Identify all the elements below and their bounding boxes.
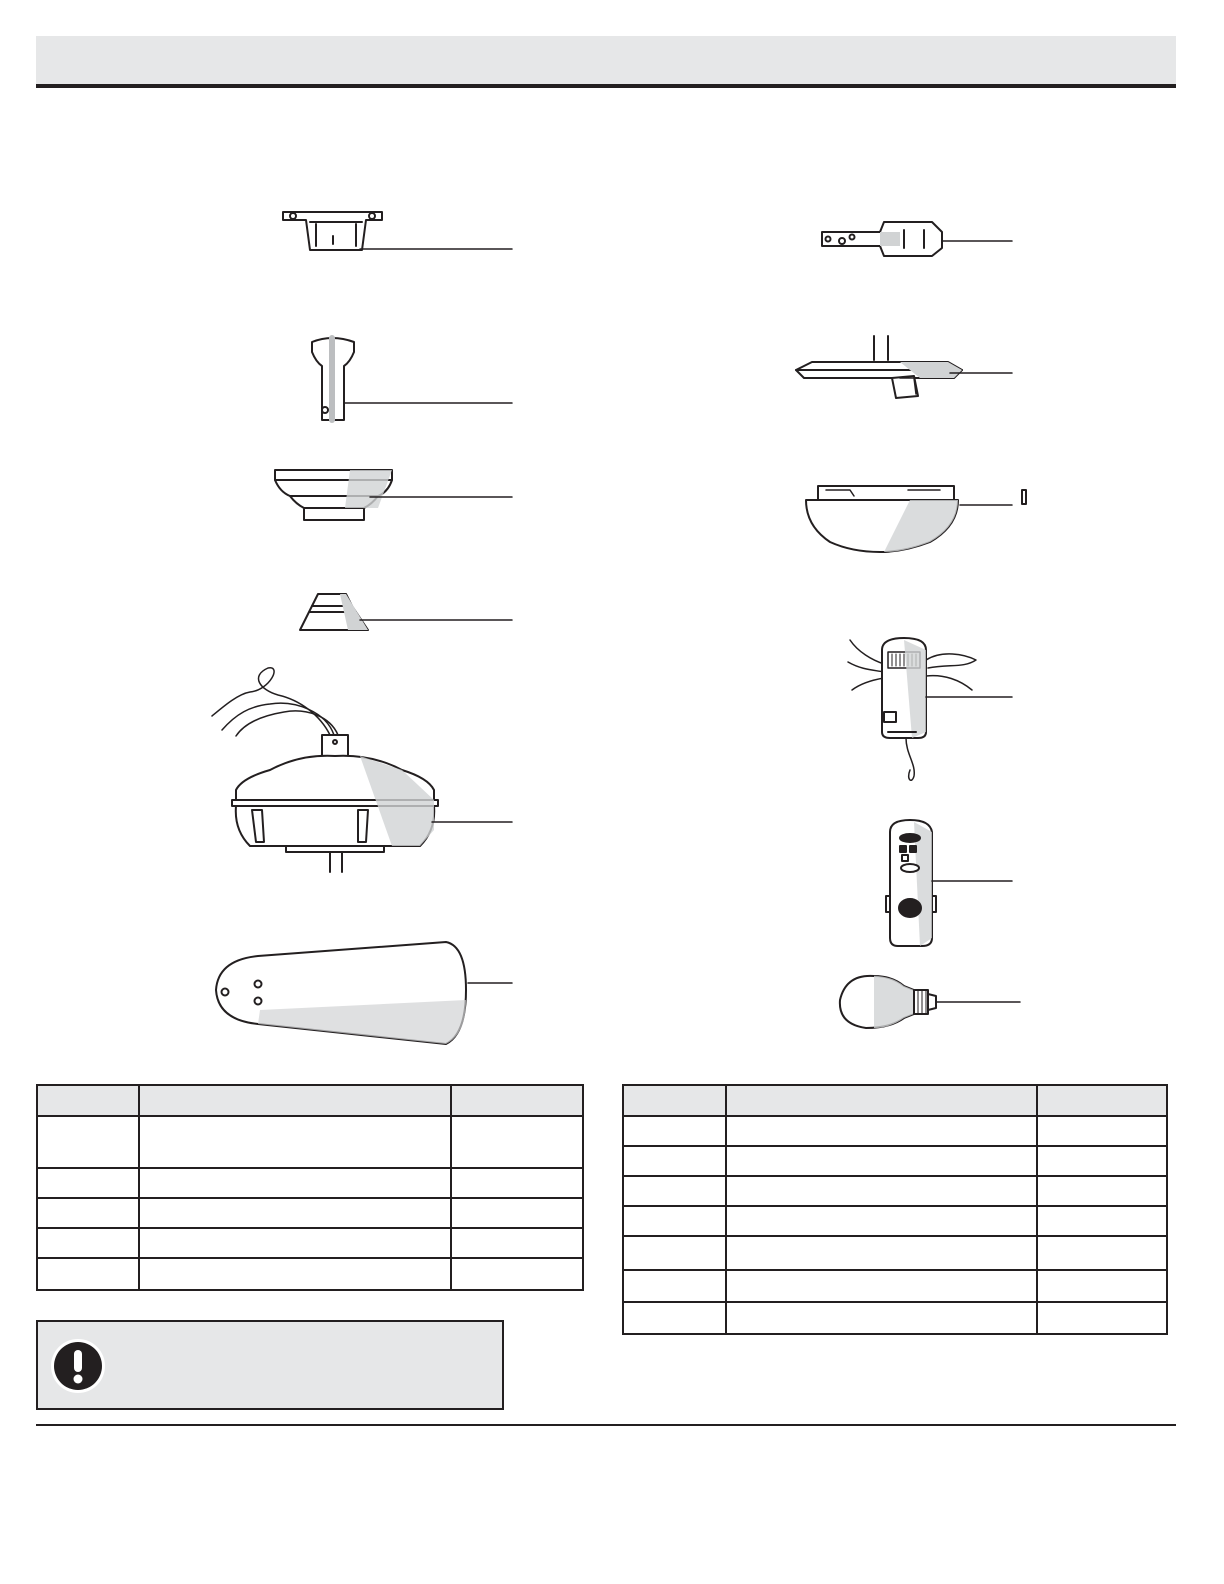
table-cell (451, 1228, 583, 1258)
table-cell (726, 1116, 1037, 1146)
motor-assembly-illustration (212, 668, 512, 872)
table-cell (37, 1228, 139, 1258)
table-cell (623, 1176, 726, 1206)
table-header-cell (623, 1085, 726, 1116)
table-cell (451, 1258, 583, 1290)
table-cell (623, 1302, 726, 1334)
table-cell (1037, 1270, 1167, 1302)
table-cell (1037, 1302, 1167, 1334)
table-row (623, 1236, 1167, 1270)
table-row (623, 1176, 1167, 1206)
table-header-cell (451, 1085, 583, 1116)
table-cell (623, 1206, 726, 1236)
table-cell (139, 1258, 451, 1290)
parts-table-left (36, 1084, 584, 1291)
table-cell (37, 1258, 139, 1290)
downrod-illustration (312, 338, 512, 420)
table-cell (1037, 1116, 1167, 1146)
fan-blade-illustration (216, 942, 512, 1044)
table-cell (623, 1116, 726, 1146)
table-cell (139, 1228, 451, 1258)
table-cell (726, 1206, 1037, 1236)
table-row (623, 1146, 1167, 1176)
table-cell (139, 1116, 451, 1168)
table-cell (1037, 1206, 1167, 1236)
mounting-bracket-illustration (283, 212, 512, 250)
table-cell (1037, 1146, 1167, 1176)
table-header-row (37, 1085, 583, 1116)
table-cell (726, 1302, 1037, 1334)
table-header-cell (726, 1085, 1037, 1116)
table-cell (139, 1168, 451, 1198)
table-cell (1037, 1236, 1167, 1270)
table-cell (623, 1236, 726, 1270)
table-row (37, 1258, 583, 1290)
blade-arm-illustration (822, 222, 1012, 256)
remote-control-illustration (886, 820, 1012, 946)
table-row (623, 1116, 1167, 1146)
table-row (623, 1302, 1167, 1334)
footer-rule (36, 1424, 1176, 1426)
table-cell (726, 1270, 1037, 1302)
table-cell (1037, 1176, 1167, 1206)
table-row (37, 1168, 583, 1198)
table-row (37, 1198, 583, 1228)
table-cell (451, 1198, 583, 1228)
table-cell (451, 1168, 583, 1198)
notice-box (36, 1320, 504, 1410)
table-cell (451, 1116, 583, 1168)
table-header-cell (37, 1085, 139, 1116)
canopy-cover-illustration (300, 594, 512, 630)
table-cell (37, 1198, 139, 1228)
table-header-row (623, 1085, 1167, 1116)
table-cell (37, 1168, 139, 1198)
table-row (623, 1270, 1167, 1302)
table-cell (623, 1270, 726, 1302)
table-cell (139, 1198, 451, 1228)
table-row (37, 1228, 583, 1258)
exclamation-icon (50, 1338, 106, 1394)
table-cell (726, 1146, 1037, 1176)
table-cell (726, 1236, 1037, 1270)
parts-table-right (622, 1084, 1168, 1335)
glass-shade-illustration (806, 486, 1026, 552)
table-header-cell (139, 1085, 451, 1116)
receiver-illustration (848, 638, 1012, 780)
switch-housing-plate-illustration (796, 336, 1012, 398)
light-bulb-illustration (840, 976, 1020, 1028)
table-row (37, 1116, 583, 1168)
table-row (623, 1206, 1167, 1236)
table-cell (726, 1176, 1037, 1206)
canopy-illustration (275, 470, 512, 520)
table-cell (623, 1146, 726, 1176)
table-cell (37, 1116, 139, 1168)
table-header-cell (1037, 1085, 1167, 1116)
